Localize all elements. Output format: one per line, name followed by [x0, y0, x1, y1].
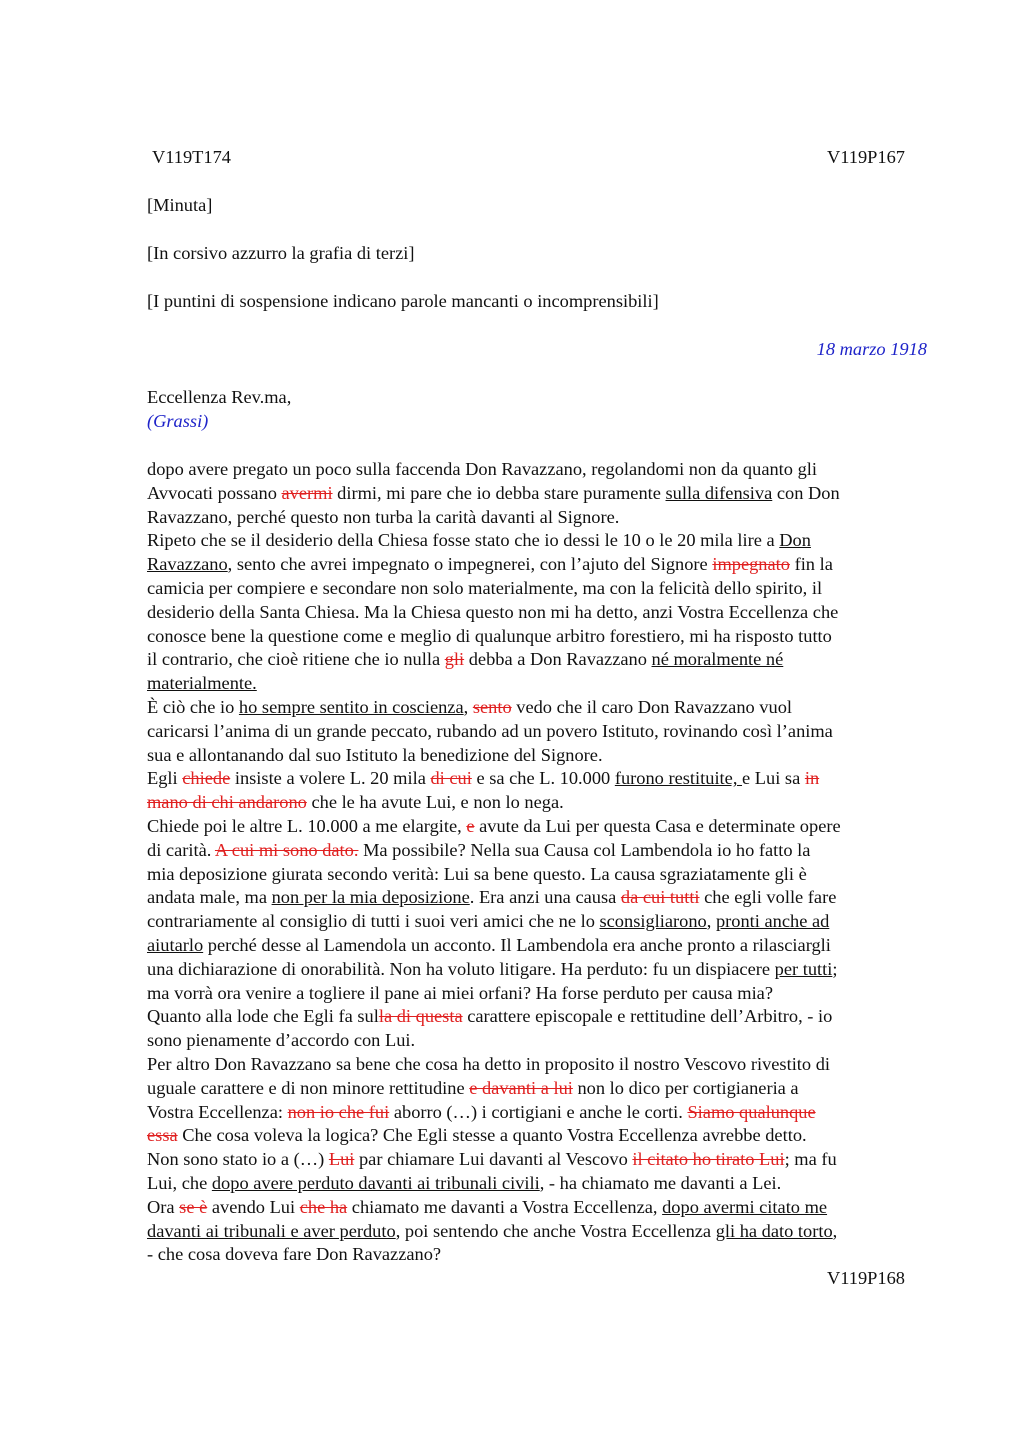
text-run: Chiede poi le altre L. 10.000 a me elargite,	[147, 815, 467, 836]
text-run: Ripeto che se il desiderio della Chiesa fosse stato che io dessi le 10 o le 20 mila lire a	[147, 530, 780, 551]
underlined-text: Ravazzano	[147, 554, 228, 575]
body-line	[147, 1124, 927, 1148]
text-run: Egli	[147, 768, 183, 789]
right-reference: V119P167	[827, 147, 905, 167]
reference-header	[147, 146, 927, 170]
underlined-text: né moralmente né	[651, 649, 784, 670]
body-line	[147, 744, 927, 768]
text-run: ,	[463, 696, 473, 717]
text-run: ma vorrà ora venire a togliere il pane ai miei orfani? Ha forse perduto per causa mia?	[147, 982, 774, 1003]
deleted-text: impegnato	[712, 554, 790, 575]
underlined-text: furono restituite,	[614, 768, 743, 789]
editorial-note-puntini: [I puntini di sospensione indicano parole mancanti o incomprensibili]	[147, 291, 659, 311]
text-run: sono pienamente d’accordo con Lui.	[147, 1030, 416, 1051]
text-run: - che cosa doveva fare Don Ravazzano?	[147, 1244, 442, 1265]
text-run: carattere episcopale e rettitudine dell’Arbitro, - io	[462, 1006, 833, 1027]
editorial-note-corsivo: [In corsivo azzurro la grafia di terzi]	[147, 243, 415, 263]
text-run: che le ha avute Lui, e non lo nega.	[306, 792, 564, 813]
text-run: mia deposizione giurata secondo verità: Lui sa bene questo. La causa sgraziatamente gli è	[147, 863, 807, 884]
underlined-text: per tutti	[774, 958, 833, 979]
text-run: non lo dico per cortigianeria a	[572, 1077, 799, 1098]
text-run: camicia per compiere e secondare non solo materialmente, ma con la felicità dello spirito, il	[147, 577, 823, 598]
text-run: contrariamente al consiglio di tutti i suoi veri amici che ne lo	[147, 911, 600, 932]
text-run: Avvocati possano	[147, 482, 282, 503]
body-line	[147, 791, 927, 815]
body-line	[147, 458, 927, 482]
text-run: Lui, che	[147, 1172, 212, 1193]
text-run: il contrario, che cioè ritiene che io nulla	[147, 649, 445, 670]
text-run: dopo avere pregato un poco sulla faccenda Don Ravazzano, regolandomi non da quanto gli	[147, 459, 818, 479]
text-run: Non sono stato io a (…)	[147, 1149, 329, 1170]
underlined-text: ho sempre sentito in coscienza	[238, 696, 464, 717]
deleted-text: mano di chi andarono	[147, 792, 307, 813]
deleted-text: chiede	[182, 768, 231, 789]
underlined-text: gli ha dato torto	[715, 1220, 833, 1241]
body-line	[147, 648, 927, 672]
body-line	[147, 601, 927, 625]
underlined-text: sulla difensiva	[665, 482, 773, 503]
deleted-text: A cui mi sono dato.	[214, 839, 359, 860]
body-line	[147, 696, 927, 720]
text-run: che egli volle fare	[699, 887, 837, 908]
text-run: di carità.	[147, 839, 215, 860]
body-line	[147, 863, 927, 887]
body-line	[147, 577, 927, 601]
deleted-text: e	[466, 815, 475, 836]
body-line	[147, 767, 927, 791]
text-run: dirmi, mi pare che io debba stare puramente	[332, 482, 666, 503]
text-run: vedo che il caro Don Ravazzano vuol	[511, 696, 793, 717]
letter-body	[147, 458, 927, 1267]
body-line	[147, 1077, 927, 1101]
body-line	[147, 720, 927, 744]
deleted-text: Lui	[328, 1149, 355, 1170]
deleted-text: che ha	[299, 1196, 348, 1217]
text-run: ,	[706, 911, 716, 932]
text-run: ; ma fu	[784, 1149, 837, 1170]
underlined-text: materialmente.	[147, 673, 257, 694]
text-run: conosce bene la questione come e meglio di qualunque arbitro forestiero, mi ha risposto tutto	[147, 625, 832, 646]
text-run: Che cosa voleva la logica? Che Egli stesse a quanto Vostra Eccellenza avrebbe detto.	[177, 1125, 807, 1146]
body-line	[147, 482, 927, 506]
text-run: e Lui sa	[742, 768, 805, 789]
body-line	[147, 1005, 927, 1029]
body-line	[147, 625, 927, 649]
body-line	[147, 553, 927, 577]
text-run: par chiamare Lui davanti al Vescovo	[354, 1149, 633, 1170]
text-run: , - ha chiamato me davanti a Lei.	[539, 1172, 782, 1193]
body-line	[147, 934, 927, 958]
deleted-text: avermi	[281, 482, 333, 503]
text-run: desiderio della Santa Chiesa. Ma la Chiesa questo non mi ha detto, anzi Vostra Eccellenza che	[147, 601, 839, 622]
text-run: È ciò che io	[147, 696, 239, 717]
text-run: andata male, ma	[147, 887, 272, 908]
deleted-text: gli	[444, 649, 465, 670]
underlined-text: aiutarlo	[147, 934, 204, 955]
underlined-text: sconsigliarono	[599, 911, 707, 932]
text-run: Ravazzano, perché questo non turba la carità davanti al Signore.	[147, 506, 620, 527]
deleted-text: sento	[472, 696, 512, 717]
body-line	[147, 1196, 927, 1220]
body-line	[147, 506, 927, 530]
underlined-text: dopo avermi citato me	[662, 1196, 828, 1217]
letter-page	[147, 146, 927, 1291]
underlined-text: dopo avere perduto davanti ai tribunali civili	[211, 1172, 540, 1193]
body-line	[147, 815, 927, 839]
body-line	[147, 1148, 927, 1172]
deleted-text: di cui	[430, 768, 472, 789]
text-run: caricarsi l’anima di un grande peccato, rubando ad un povero Istituto, rovinando così l’anima	[147, 720, 833, 741]
deleted-text: Siamo qualunque	[687, 1101, 816, 1122]
body-line	[147, 958, 927, 982]
underlined-text: Don	[779, 530, 811, 551]
text-run: sua e allontanando dal suo Istituto la benedizione del Signore.	[147, 744, 603, 765]
text-run: Ma possibile? Nella sua Causa col Lambendola io ho fatto la	[358, 839, 811, 860]
deleted-text: e davanti a lui	[469, 1077, 573, 1098]
text-run: fin la	[789, 554, 833, 575]
text-run: . Era anzi una causa	[469, 887, 621, 908]
text-run: perché desse al Lamendola un acconto. Il Lambendola era anche pronto a rilasciargli	[203, 934, 831, 955]
text-run: Vostra Eccellenza:	[147, 1101, 288, 1122]
deleted-text: se è	[179, 1196, 208, 1217]
body-line	[147, 1101, 927, 1125]
text-run: con Don	[772, 482, 840, 503]
addressee-note: (Grassi)	[147, 411, 209, 431]
body-line	[147, 886, 927, 910]
body-line	[147, 1172, 927, 1196]
text-run: aborro (…) i cortigiani e anche le corti.	[389, 1101, 688, 1122]
underlined-text: davanti ai tribunali e aver perduto	[147, 1220, 396, 1241]
text-run: Quanto alla lode che Egli fa sul	[147, 1006, 379, 1027]
text-run: Per altro Don Ravazzano sa bene che cosa ha detto in proposito il nostro Vescovo rivestito di	[147, 1053, 831, 1074]
footer-reference: V119P168	[827, 1268, 905, 1289]
body-line	[147, 839, 927, 863]
text-run: insiste a volere L. 20 mila	[230, 768, 431, 789]
text-run: chiamato me davanti a Vostra Eccellenza,	[347, 1196, 663, 1217]
text-run: , sento che avrei impegnato o impegnerei, con l’ajuto del Signore	[227, 554, 713, 575]
letter-date: 18 marzo 1918	[816, 339, 927, 359]
body-line	[147, 1029, 927, 1053]
text-run: Ora	[147, 1196, 180, 1217]
text-run: avendo Lui	[207, 1196, 300, 1217]
text-run: uguale carattere e di non minore rettitudine	[147, 1077, 470, 1098]
deleted-text: la di questa	[378, 1006, 463, 1027]
text-run: , poi sentendo che anche Vostra Eccellenza	[395, 1220, 716, 1241]
text-run: debba a Don Ravazzano	[464, 649, 652, 670]
text-run: avute da Lui per questa Casa e determinate opere	[474, 815, 841, 836]
left-reference: V119T174	[152, 147, 232, 167]
body-line	[147, 672, 927, 696]
salutation: Eccellenza Rev.ma,	[147, 387, 292, 407]
body-line	[147, 529, 927, 553]
body-line	[147, 1053, 927, 1077]
body-line	[147, 1220, 927, 1244]
editorial-note-minuta: [Minuta]	[147, 195, 213, 215]
deleted-text: da cui tutti	[620, 887, 700, 908]
text-run: ,	[832, 1220, 838, 1241]
text-run: ;	[832, 958, 838, 979]
body-line	[147, 982, 927, 1006]
body-line	[147, 910, 927, 934]
underlined-text: pronti anche ad	[715, 911, 830, 932]
text-run: e sa che L. 10.000	[471, 768, 615, 789]
body-line	[147, 1243, 927, 1267]
deleted-text: il citato ho tirato Lui	[632, 1149, 785, 1170]
deleted-text: in	[804, 768, 820, 789]
deleted-text: essa	[147, 1125, 178, 1146]
text-run: una dichiarazione di onorabilità. Non ha voluto litigare. Ha perduto: fu un dispiacere	[147, 958, 775, 979]
underlined-text: non per la mia deposizione	[271, 887, 470, 908]
deleted-text: non io che fui	[287, 1101, 390, 1122]
